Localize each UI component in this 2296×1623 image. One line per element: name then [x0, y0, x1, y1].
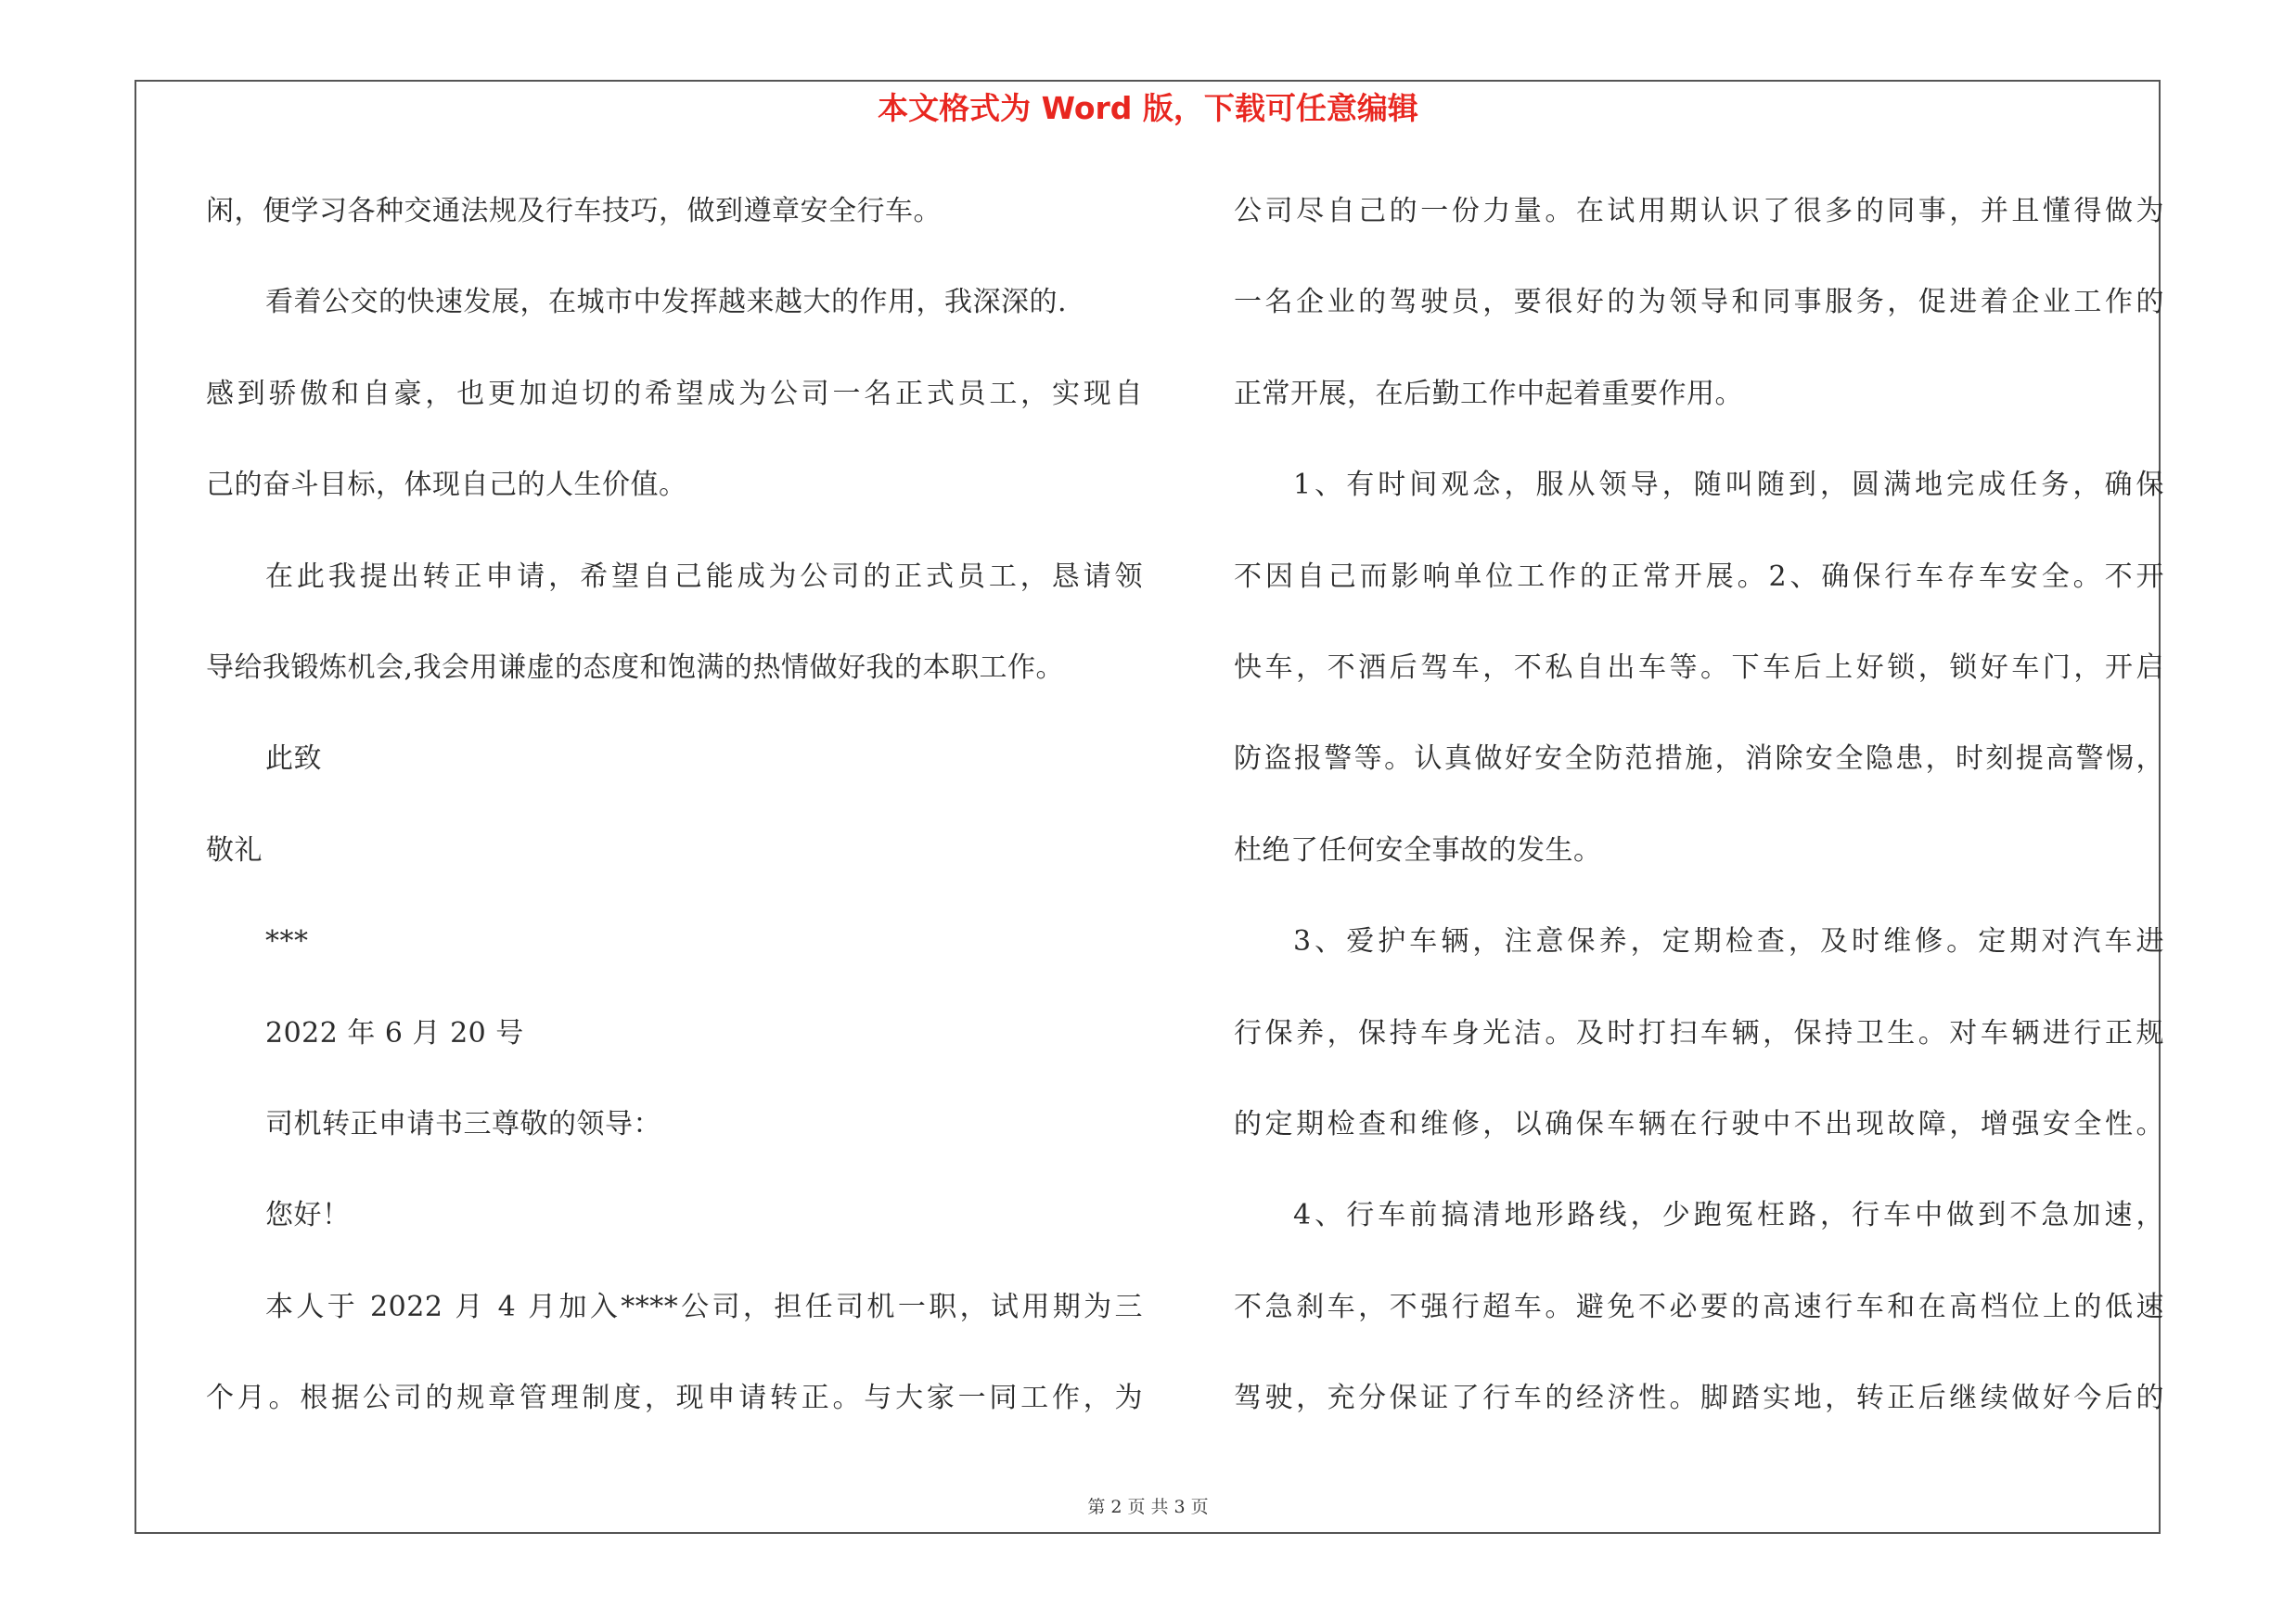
- text-line: 杜绝了任何安全事故的发生。: [1234, 833, 1602, 867]
- text-line: 一名企业的驾驶员，要很好的为领导和同事服务，促进着企业工作的: [1234, 286, 2164, 319]
- signature: ***: [265, 925, 309, 959]
- text-line: 3、爱护车辆，注意保养，定期检查，及时维修。定期对汽车进: [1293, 925, 2164, 959]
- text-line: 行保养，保持车身光洁。及时打扫车辆，保持卫生。对车辆进行正规: [1234, 1016, 2164, 1050]
- text-line: 正常开展，在后勤工作中起着重要作用。: [1234, 377, 1743, 410]
- text-line: 闲，便学习各种交通法规及行车技巧，做到遵章安全行车。: [206, 195, 942, 227]
- text-line: 驾驶，充分保证了行车的经济性。脚踏实地，转正后继续做好今后的: [1234, 1382, 2164, 1415]
- date-line: 2022 年 6 月 20 号: [265, 1016, 524, 1050]
- text-line: 看着公交的快速发展，在城市中发挥越来越大的作用，我深深的.: [265, 286, 1068, 319]
- text-line: 在此我提出转正申请，希望自己能成为公司的正式员工，恳请领: [265, 560, 1143, 593]
- text-line: 不急刹车，不强行超车。避免不必要的高速行车和在高档位上的低速: [1234, 1290, 2164, 1323]
- left-column: [206, 184, 1143, 1462]
- text-line: 防盗报警等。认真做好安全防范措施，消除安全隐患，时刻提高警惕，: [1234, 742, 2164, 776]
- text-line: 不因自己而影响单位工作的正常开展。2、确保行车存车安全。不开: [1234, 560, 2164, 593]
- text-line: 公司尽自己的一份力量。在试用期认识了很多的同事，并且懂得做为: [1234, 195, 2164, 227]
- salutation-closing: 此致: [265, 742, 322, 776]
- text-line: 的定期检查和维修，以确保车辆在行驶中不出现故障，增强安全性。: [1234, 1107, 2164, 1140]
- text-line: 感到骄傲和自豪，也更加迫切的希望成为公司一名正式员工，实现自: [206, 377, 1143, 410]
- text-line: 己的奋斗目标，体现自己的人生价值。: [206, 469, 687, 502]
- text-line: 快车，不酒后驾车，不私自出车等。下车后上好锁，锁好车门，开启: [1234, 650, 2164, 684]
- right-column: [1234, 184, 2164, 1462]
- text-line: 个月。根据公司的规章管理制度，现申请转正。与大家一同工作，为: [206, 1382, 1143, 1415]
- greeting: 您好！: [265, 1199, 351, 1232]
- text-line: 4、行车前搞清地形路线，少跑冤枉路，行车中做到不急加速，: [1293, 1199, 2164, 1232]
- text-line: 本人于 2022 月 4 月加入****公司，担任司机一职，试用期为三: [265, 1290, 1143, 1323]
- salutation-regards: 敬礼: [206, 833, 263, 867]
- page-number: 第 2 页 共 3 页: [1087, 1497, 1209, 1517]
- text-line: 导给我锻炼机会,我会用谦虚的态度和饱满的热情做好我的本职工作。: [206, 650, 1065, 684]
- text-line: 1、有时间观念，服从领导，随叫随到，圆满地完成任务，确保: [1293, 469, 2164, 502]
- word-format-notice: 本文格式为 Word 版，下载可任意编辑: [878, 90, 1418, 126]
- section-heading: 司机转正申请书三尊敬的领导：: [265, 1107, 661, 1140]
